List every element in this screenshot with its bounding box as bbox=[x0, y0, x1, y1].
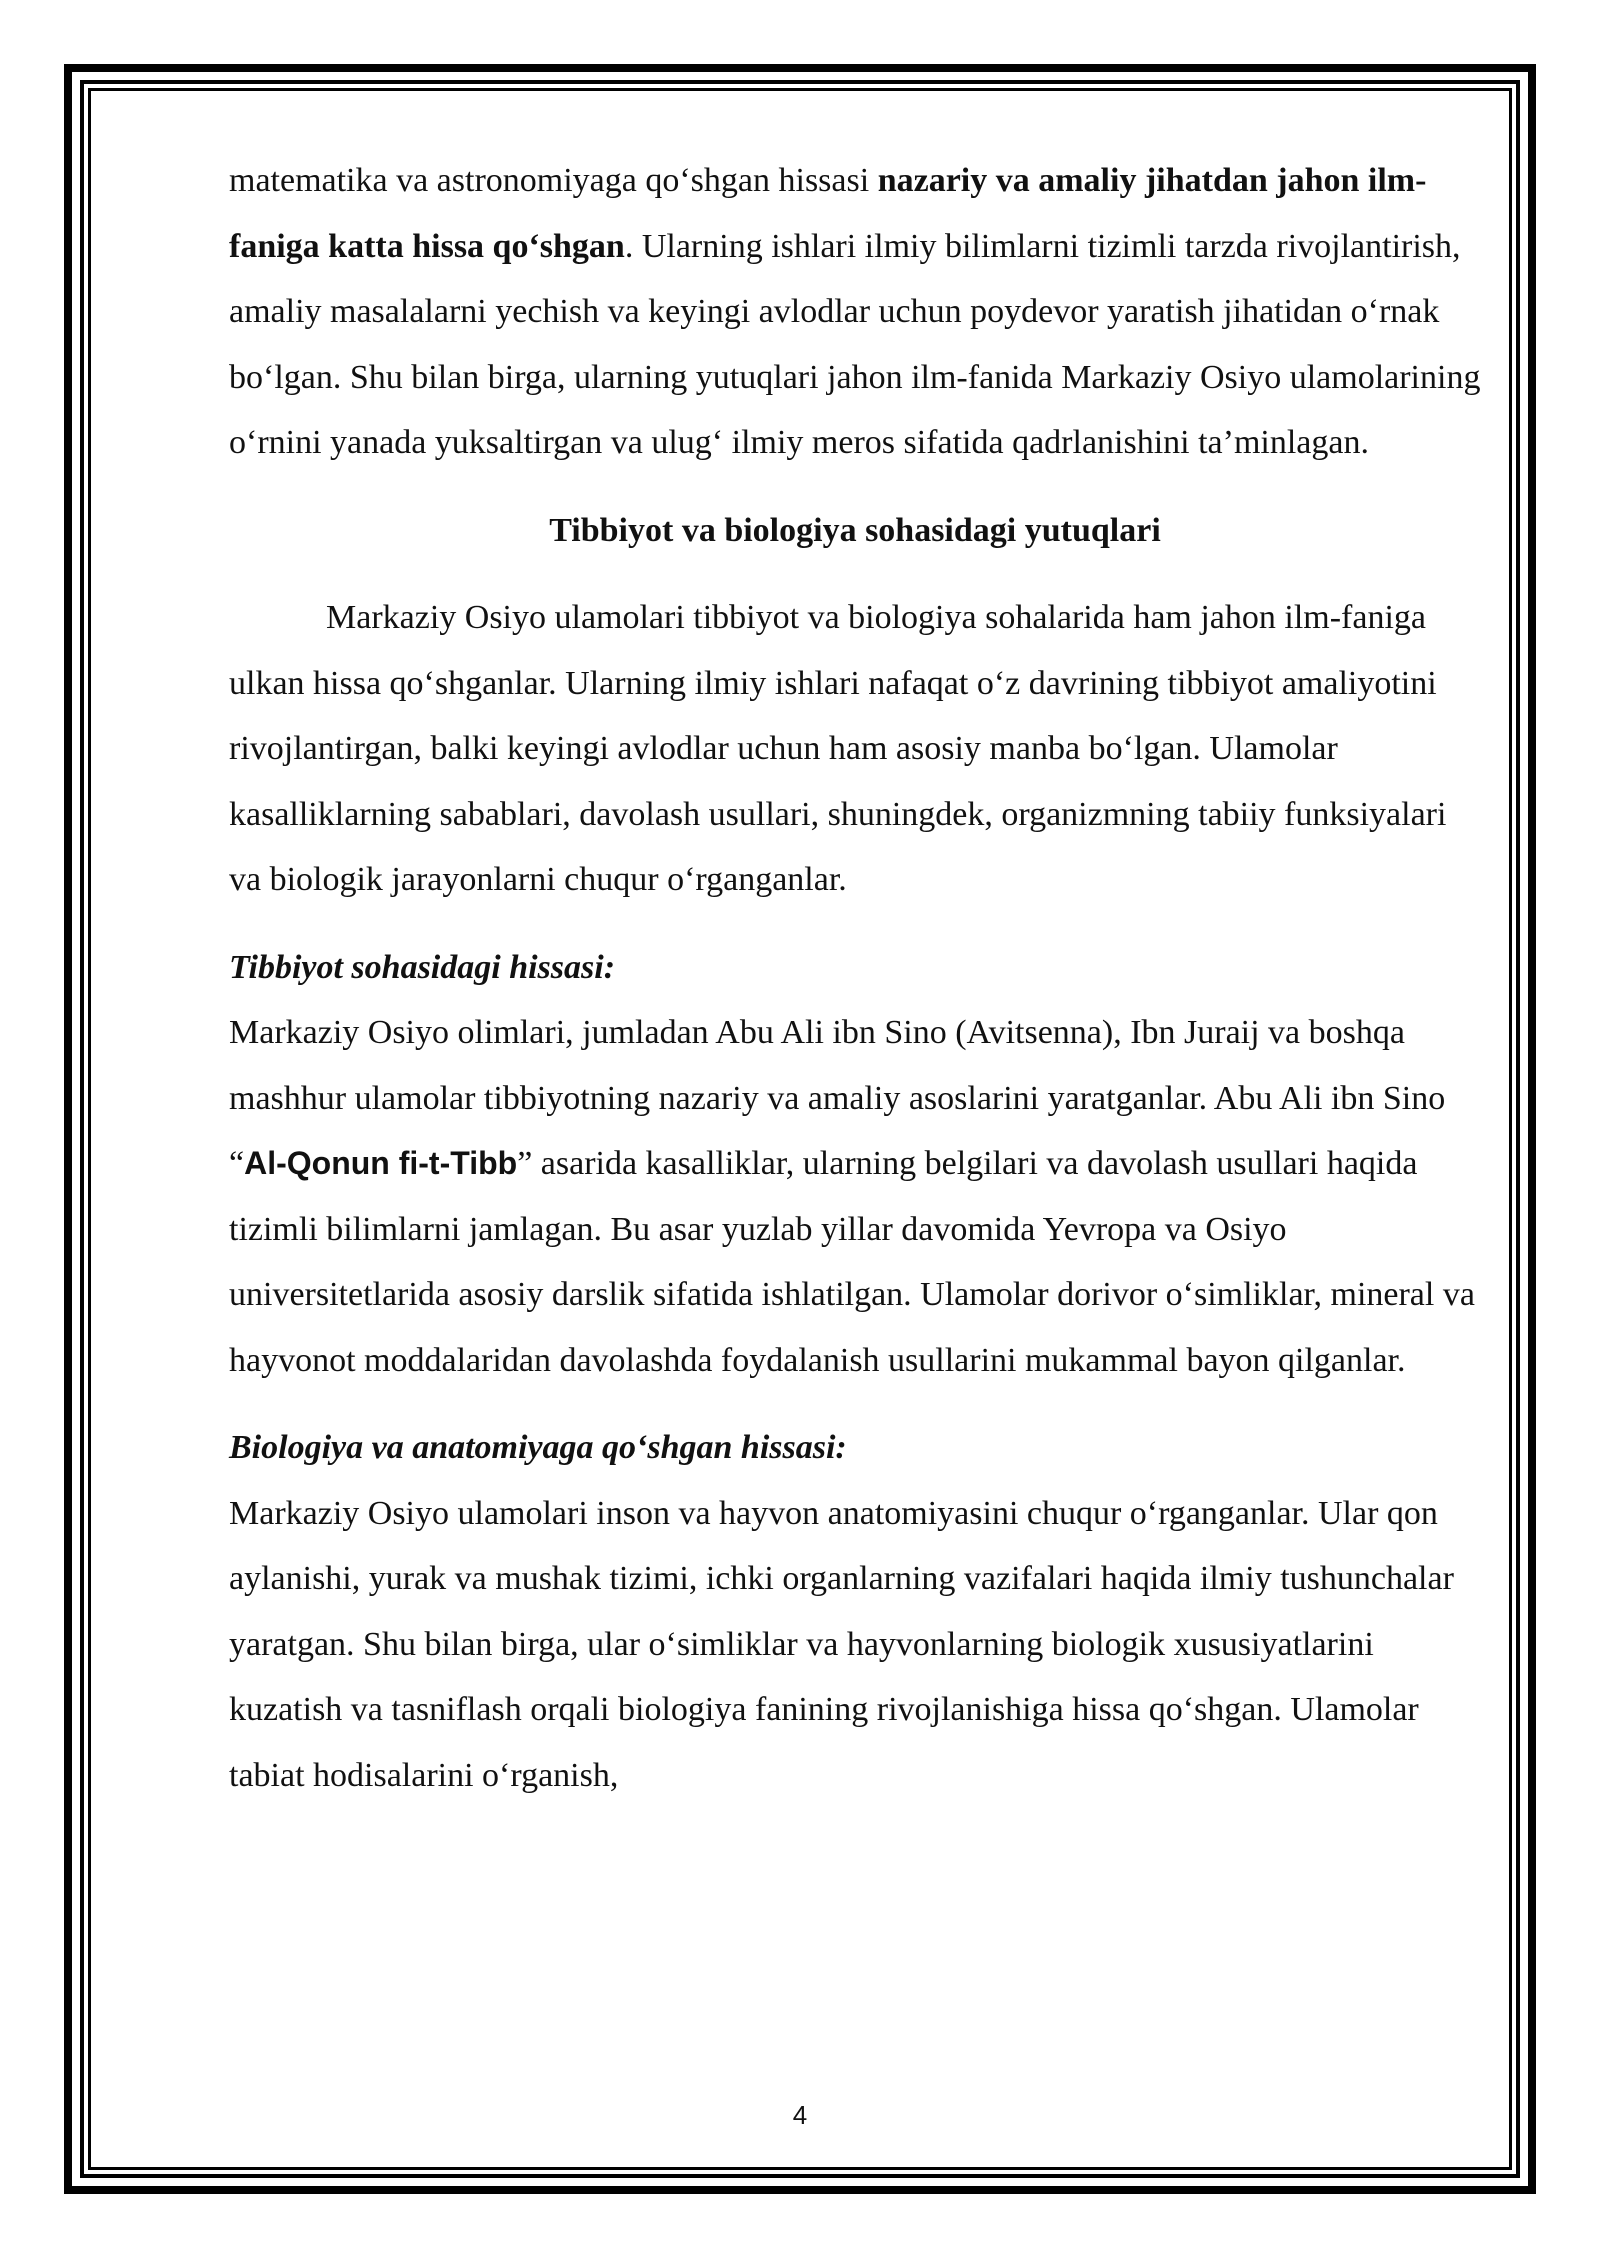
paragraph-intro-bold: nazariy va amaliy jihatdan jahon ilm-faniga katta hissa qo‘shgan bbox=[229, 162, 1427, 265]
paragraph-medicine-end: ” asarida kasalliklar, ularning belgilari va davolash usullari haqida tizimli bilimlarni jamlagan. Bu asar yuzlab yillar davomida Yevropa va Osiyo universitetlarida asosiy darslik sifatida ishlatilgan. Ulamolar dorivor o‘simliklar, mineral va hayvonot moddalaridan davolashda foydalanish usullarini mukammal bayon qilganlar. bbox=[229, 1145, 1475, 1379]
paragraph-medicine-start: Markaziy Osiyo olimlari, jumladan Abu Ali ibn Sino (Avitsenna), Ibn Juraij va boshqa mashhur ulamolar tibbiyotning nazariy va amaliy asoslarini yaratganlar. Abu Ali ibn Sino “ bbox=[229, 1014, 1446, 1182]
paragraph-medicine-biology: Markaziy Osiyo ulamolari tibbiyot va biologiya sohalarida ham jahon ilm-faniga ulkan hissa qo‘shganlar. Ularning ilmiy ishlari nafaqat o‘z davrining tibbiyot amaliyotini rivojlantirgan, balki keyingi avlodlar uchun ham asosiy manba bo‘lgan. Ulamolar kasalliklarning sabablari, davolash usullari, shuningdek, organizmning tabiiy funksiyalari va biologik jarayonlarni chuqur o‘rganganlar. bbox=[229, 599, 1447, 898]
paragraph-intro-start: matematika va astronomiyaga qo‘shgan hissasi bbox=[229, 162, 878, 199]
section-heading: Tibbiyot va biologiya sohasidagi yutuqlari bbox=[549, 511, 1161, 549]
book-title-bold: Al-Qonun fi-t-Tibb bbox=[244, 1145, 518, 1181]
paragraph-medicine bbox=[229, 1000, 1481, 1393]
paragraph-intro bbox=[229, 148, 1481, 476]
paragraph-biology: Markaziy Osiyo ulamolari inson va hayvon anatomiyasini chuqur o‘rganganlar. Ular qon aylanishi, yurak va mushak tizimi, ichki organlarning vazifalari haqida ilmiy tushunchalar yaratgan. Shu bilan birga, ular o‘simliklar va hayvonlarning biologik xususiyatlarini kuzatish va tasniflash orqali biologiya fanining rivojlanishiga hissa qo‘shgan. Ulamolar tabiat hodisalarini o‘rganish, bbox=[229, 1494, 1454, 1794]
subheading-biology: Biologiya va anatomiyaga qo‘shgan hissasi: bbox=[229, 1429, 847, 1466]
page-number: 4 bbox=[792, 2100, 808, 2130]
paragraph-intro-end: . Ularning ishlari ilmiy bilimlarni tizimli tarzda rivojlantirish, amaliy masalalarni yechish va keyingi avlodlar uchun poydevor yaratish jihatidan o‘rnak bo‘lgan. Shu bilan birga, ularning yutuqlari jahon ilm-fanida Markaziy Osiyo ulamolarining o‘rnini yanada yuksaltirgan va ulug‘ ilmiy meros sifatida qadrlanishini ta’minlagan. bbox=[229, 227, 1481, 461]
subheading-medicine: Tibbiyot sohasidagi hissasi: bbox=[229, 948, 616, 986]
document-body bbox=[229, 148, 1481, 1808]
